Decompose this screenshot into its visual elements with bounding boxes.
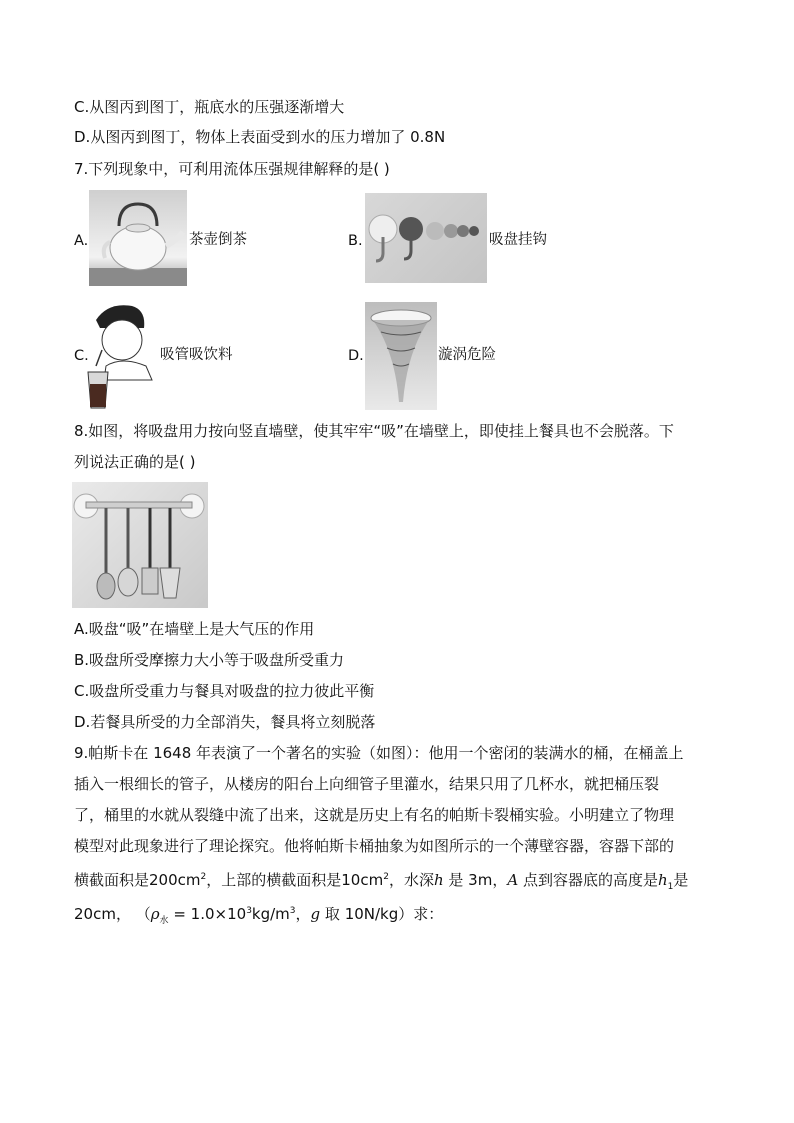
q8-option-d: D.若餐具所受的力全部消失，餐具将立刻脱落	[74, 713, 376, 731]
q7-option-b-caption: 吸盘挂钩	[489, 232, 547, 248]
q9-line1: 9.帕斯卡在 1648 年表演了一个著名的实验（如图）：他用一个密闭的装满水的桶，在桶盖上	[74, 744, 684, 762]
q9-text: 点到容器底的高度是	[518, 871, 658, 889]
suction-hooks-photo-icon	[365, 193, 487, 283]
q7-option-c-caption: 吸管吸饮料	[160, 347, 233, 363]
q7-option-c-letter: C.	[74, 348, 89, 364]
q9-line4: 模型对此现象进行了理论探究。他将帕斯卡桶抽象为如图所示的一个薄壁容器，容器下部的	[74, 837, 675, 855]
q9-text: 20cm， （	[74, 905, 151, 923]
q9-line5: 横截面积是$200cm^2$，上部的横截面积是$10cm^2$，水深h 是 3m，A 点到容器底的高度是$h_1$是	[74, 871, 689, 892]
point-a: A	[507, 871, 519, 889]
q9-text: 取 10N/kg）求：	[320, 905, 444, 923]
q8-option-b: B.吸盘所受摩擦力大小等于吸盘所受重力	[74, 651, 345, 669]
q9-text: ，水深	[388, 871, 434, 889]
q8-option-c: C.吸盘所受重力与餐具对吸盘的拉力彼此平衡	[74, 682, 375, 700]
rho-symbol: ρ	[150, 905, 160, 923]
q7-option-a-letter: A.	[74, 233, 89, 249]
teapot-photo-icon	[89, 190, 187, 286]
q6-option-c: C.从图丙到图丁，瓶底水的压强逐渐增大	[74, 98, 345, 116]
density-unit: kg/m	[251, 905, 290, 923]
q9-line2: 插入一根细长的管子，从楼房的阳台上向细管子里灌水，结果只用了几杯水，就把桶压裂	[74, 775, 660, 793]
q7-option-d-letter: D.	[348, 348, 364, 364]
q8-stem-line1: 8.如图，将吸盘用力按向竖直墙壁，使其牢牢“吸”在墙壁上，即使挂上餐具也不会脱落。下	[74, 422, 674, 440]
q7-option-a-caption: 茶壶倒茶	[189, 232, 247, 248]
q7-option-d-caption: 漩涡危险	[438, 347, 496, 363]
q6-option-d: D.从图丙到图丁，物体上表面受到水的压力增加了 0.8N	[74, 128, 446, 146]
q7-stem: 7.下列现象中，可利用流体压强规律解释的是( )	[74, 160, 390, 178]
boy-drinking-straw-illustration-icon	[86, 300, 158, 410]
q9-text: ，	[295, 905, 311, 923]
q9-text: 横截面积是	[74, 871, 150, 889]
var-h: h	[433, 871, 444, 889]
q9-text: 是 3m，	[443, 871, 508, 889]
var-g: g	[310, 905, 321, 923]
q7-option-b-letter: B.	[348, 233, 363, 249]
var-h1: h	[657, 871, 668, 889]
q9-line3: 了，桶里的水就从裂缝中流了出来，这就是历史上有名的帕斯卡裂桶实验。小明建立了物理	[74, 806, 675, 824]
q9-text: 是	[673, 871, 689, 889]
lower-area-value: $200cm^2$	[149, 871, 207, 889]
whirlpool-photo-icon	[365, 302, 437, 410]
q8-stem-line2: 列说法正确的是( )	[74, 453, 196, 471]
upper-area-value: $10cm^2$	[341, 871, 389, 889]
q9-text: ，上部的横截面积是	[206, 871, 342, 889]
density-value: = 1.0×10	[168, 905, 247, 923]
q9-line6: 20cm， （$\rho_水 = 1.0\times 10^3kg/m^3$，g 取 10N/kg）求：	[74, 905, 444, 926]
utensil-rack-photo-icon	[72, 482, 208, 608]
q8-option-a: A.吸盘“吸”在墙壁上是大气压的作用	[74, 620, 315, 638]
